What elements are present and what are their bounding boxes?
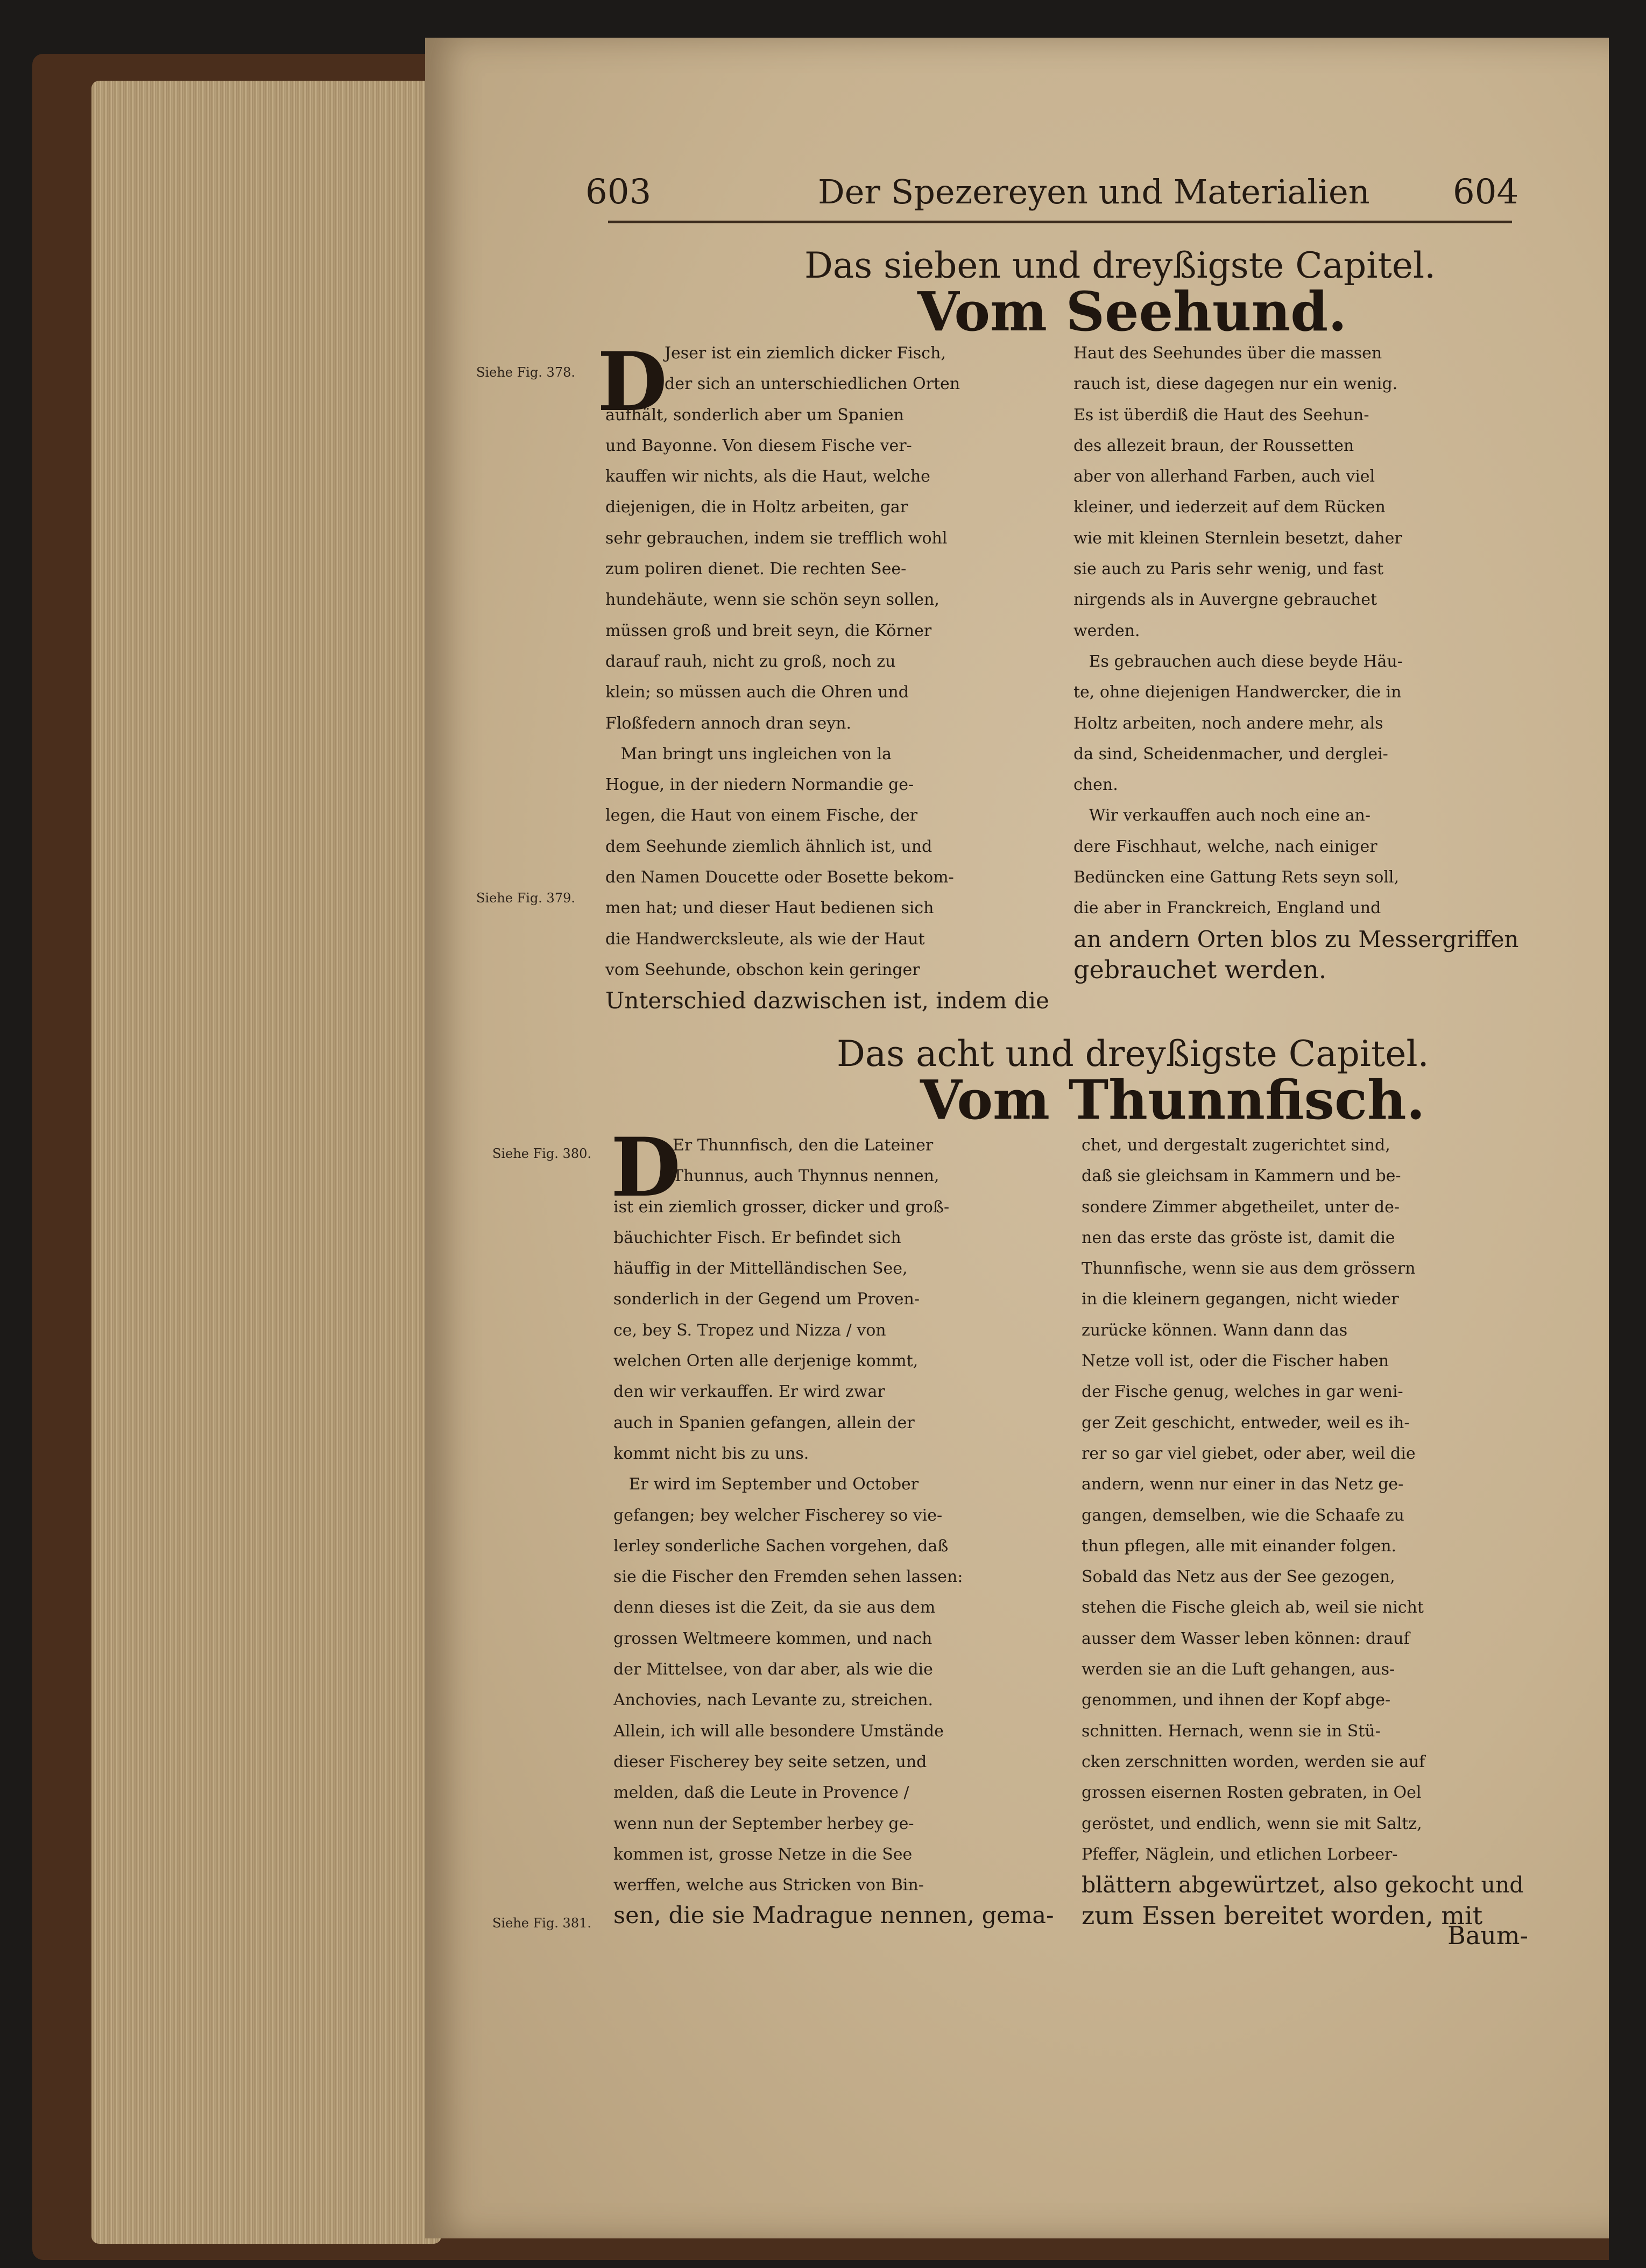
text-line: sonderlich in der Gegend um Proven- <box>613 1290 920 1309</box>
running-title: Der Spezereyen und Materialien <box>818 172 1370 211</box>
chapter-heading: Das sieben und dreyßigste Capitel. <box>804 245 1436 286</box>
text-line: men hat; und dieser Haut bedienen sich <box>605 899 934 918</box>
text-line: werden sie an die Luft gehangen, aus- <box>1082 1660 1395 1679</box>
text-line: denn dieses ist die Zeit, da sie aus dem <box>613 1598 936 1617</box>
text-line: häuffig in der Mittelländischen See, <box>613 1259 908 1278</box>
text-line: wenn nun der September herbey ge- <box>613 1814 914 1833</box>
text-line: welchen Orten alle derjenige kommt, <box>613 1352 919 1371</box>
text-line: ger Zeit geschicht, entweder, weil es ih- <box>1082 1413 1410 1432</box>
text-line: aber von allerhand Farben, auch viel <box>1073 467 1375 486</box>
text-line: kommt nicht bis zu uns. <box>613 1444 809 1463</box>
text-line: rauch ist, diese dagegen nur ein wenig. <box>1073 375 1398 394</box>
text-line: te, ohne diejenigen Handwercker, die in <box>1073 683 1402 702</box>
text-line: darauf rauh, nicht zu groß, noch zu <box>605 652 896 671</box>
text-line: in die kleinern gegangen, nicht wieder <box>1082 1290 1399 1309</box>
background-strip <box>1609 0 1646 2268</box>
text-line: gefangen; bey welcher Fischerey so vie- <box>613 1506 943 1525</box>
text-line: Er Thunnfisch, den die Lateiner <box>673 1136 934 1155</box>
text-line: werffen, welche aus Stricken von Bin- <box>613 1876 924 1895</box>
text-line: Bedüncken eine Gattung Rets seyn soll, <box>1073 868 1400 887</box>
text-line: dieser Fischerey bey seite setzen, und <box>613 1752 927 1771</box>
text-column-left <box>605 338 1049 1016</box>
text-line: Allein, ich will alle besondere Umstände <box>613 1721 944 1741</box>
header-rule <box>608 221 1512 223</box>
text-line: den wir verkauffen. Er wird zwar <box>613 1382 885 1402</box>
text-line: schnitten. Hernach, wenn sie in Stü- <box>1082 1721 1381 1741</box>
text-line: Holtz arbeiten, noch andere mehr, als <box>1073 713 1383 733</box>
text-line: Netze voll ist, oder die Fischer haben <box>1082 1352 1389 1371</box>
page-number-right: 604 <box>1453 172 1519 212</box>
text-line: gangen, demselben, wie die Schaafe zu <box>1082 1506 1404 1525</box>
text-line: Es gebrauchen auch diese beyde Häu- <box>1073 652 1403 671</box>
text-line: thun pflegen, alle mit einander folgen. <box>1082 1536 1397 1556</box>
text-line: grossen eisernen Rosten gebraten, in Oel <box>1082 1783 1422 1803</box>
text-line: dere Fischhaut, welche, nach einiger <box>1073 837 1377 856</box>
catchword: Baum- <box>1447 1921 1529 1950</box>
text-line: der sich an unterschiedlichen Orten <box>665 375 960 394</box>
text-line: nen das erste das gröste ist, damit die <box>1082 1228 1395 1247</box>
text-line: Thunnus, auch Thynnus nennen, <box>673 1167 939 1186</box>
chapter-heading: Das acht und dreyßigste Capitel. <box>837 1033 1429 1075</box>
drop-initial: D <box>611 1120 681 1215</box>
text-line: müssen groß und breit seyn, die Körner <box>605 621 932 640</box>
text-line: vom Seehunde, obschon kein geringer <box>605 960 920 979</box>
text-line: bäuchichter Fisch. Er befindet sich <box>613 1228 901 1247</box>
text-line: Er wird im September und October <box>613 1475 919 1494</box>
text-line: melden, daß die Leute in Provence / <box>613 1783 909 1803</box>
text-line: kommen ist, grosse Netze in die See <box>613 1845 913 1864</box>
chapter-title: Vom Seehund. <box>917 280 1347 343</box>
drop-initial: D <box>597 335 668 429</box>
text-line: ist ein ziemlich grosser, dicker und groß- <box>613 1197 950 1217</box>
text-line: chet, und dergestalt zugerichtet sind, <box>1082 1136 1390 1155</box>
text-line: grossen Weltmeere kommen, und nach <box>613 1629 933 1648</box>
text-line: Haut des Seehundes über die massen <box>1073 344 1382 363</box>
text-line: den Namen Doucette oder Bosette bekom- <box>605 868 954 887</box>
text-line: kleiner, und iederzeit auf dem Rücken <box>1073 498 1386 517</box>
text-line: da sind, Scheidenmacher, und derglei- <box>1073 744 1388 764</box>
text-line: andern, wenn nur einer in das Netz ge- <box>1082 1475 1404 1494</box>
text-line: ce, bey S. Tropez und Nizza / von <box>613 1320 886 1340</box>
text-line: der Mittelsee, von dar aber, als wie die <box>613 1660 933 1679</box>
text-line: an andern Orten blos zu Messergriffen <box>1073 925 1519 952</box>
text-line: geröstet, und endlich, wenn sie mit Saltz, <box>1082 1814 1422 1833</box>
text-line: Man bringt uns ingleichen von la <box>605 744 892 764</box>
text-line: und Bayonne. Von diesem Fische ver- <box>605 436 912 455</box>
text-column-left <box>611 1120 1054 1932</box>
page-number-left: 603 <box>585 172 652 212</box>
text-line: blättern abgewürtzet, also gekocht und <box>1082 1872 1524 1898</box>
text-line: Anchovies, nach Levante zu, streichen. <box>613 1691 934 1710</box>
text-line: der Fische genug, welches in gar weni- <box>1082 1382 1403 1402</box>
text-line: hundehäute, wenn sie schön seyn sollen, <box>605 590 939 610</box>
margin-note: Siehe Fig. 380. <box>492 1146 591 1161</box>
text-line: sen, die sie Madrague nennen, gema- <box>613 1902 1054 1930</box>
text-line: legen, die Haut von einem Fische, der <box>605 806 918 825</box>
text-line: klein; so müssen auch die Ohren und <box>605 683 909 702</box>
text-line: dem Seehunde ziemlich ähnlich ist, und <box>605 837 933 856</box>
text-line: kauffen wir nichts, als die Haut, welche <box>605 467 930 486</box>
text-line: sie die Fischer den Fremden sehen lassen: <box>613 1567 963 1587</box>
text-line: gebrauchet werden. <box>1073 955 1327 984</box>
text-line: zurücke können. Wann dann das <box>1082 1320 1348 1340</box>
text-line: auch in Spanien gefangen, allein der <box>613 1413 915 1432</box>
text-line: die Handwercksleute, als wie der Haut <box>605 929 925 949</box>
text-line: diejenigen, die in Holtz arbeiten, gar <box>605 498 908 517</box>
text-line: Pfeffer, Näglein, und etlichen Lorbeer- <box>1082 1845 1398 1864</box>
text-line: rer so gar viel giebet, oder aber, weil die <box>1082 1444 1416 1463</box>
text-column-right <box>1082 1130 1524 1932</box>
text-line: zum poliren dienet. Die rechten See- <box>605 560 907 579</box>
text-line: zum Essen bereitet worden, mit <box>1082 1901 1483 1931</box>
text-line: genommen, und ihnen der Kopf abge- <box>1082 1691 1391 1710</box>
text-line: Thunnfische, wenn sie aus dem grössern <box>1082 1259 1416 1278</box>
text-line: sie auch zu Paris sehr wenig, und fast <box>1073 560 1384 579</box>
text-line: werden. <box>1073 621 1140 640</box>
text-line: sondere Zimmer abgetheilet, unter de- <box>1082 1197 1400 1217</box>
text-line: Sobald das Netz aus der See gezogen, <box>1082 1567 1395 1587</box>
text-line: daß sie gleichsam in Kammern und be- <box>1082 1167 1401 1186</box>
chapter-title: Vom Thunnfisch. <box>920 1068 1425 1132</box>
text-line: ausser dem Wasser leben können: drauf <box>1082 1629 1410 1648</box>
text-line: Es ist überdiß die Haut des Seehun- <box>1073 405 1369 425</box>
margin-note: Siehe Fig. 381. <box>492 1916 591 1931</box>
text-line: wie mit kleinen Sternlein besetzt, daher <box>1073 528 1402 548</box>
text-line: des allezeit braun, der Roussetten <box>1073 436 1354 455</box>
text-line: chen. <box>1073 775 1118 795</box>
text-line: stehen die Fische gleich ab, weil sie nicht <box>1082 1598 1424 1617</box>
text-line: die aber in Franckreich, England und <box>1073 899 1381 918</box>
text-column-right <box>1073 338 1518 985</box>
margin-note: Siehe Fig. 379. <box>476 891 575 906</box>
text-line: aufhält, sonderlich aber um Spanien <box>605 405 904 425</box>
text-line: Hogue, in der niedern Normandie ge- <box>605 775 914 795</box>
page-edges <box>91 81 441 2244</box>
text-line: nirgends als in Auvergne gebrauchet <box>1073 590 1377 610</box>
text-line: lerley sonderliche Sachen vorgehen, daß <box>613 1536 949 1556</box>
text-line: Floßfedern annoch dran seyn. <box>605 713 852 733</box>
margin-note: Siehe Fig. 378. <box>476 365 575 380</box>
text-line: sehr gebrauchen, indem sie trefflich wohl <box>605 528 948 548</box>
text-line: cken zerschnitten worden, werden sie auf <box>1082 1752 1425 1771</box>
text-line: Unterschied dazwischen ist, indem die <box>605 987 1049 1014</box>
text-line: Wir verkauffen auch noch eine an- <box>1073 806 1371 825</box>
text-line: Jeser ist ein ziemlich dicker Fisch, <box>665 344 946 363</box>
